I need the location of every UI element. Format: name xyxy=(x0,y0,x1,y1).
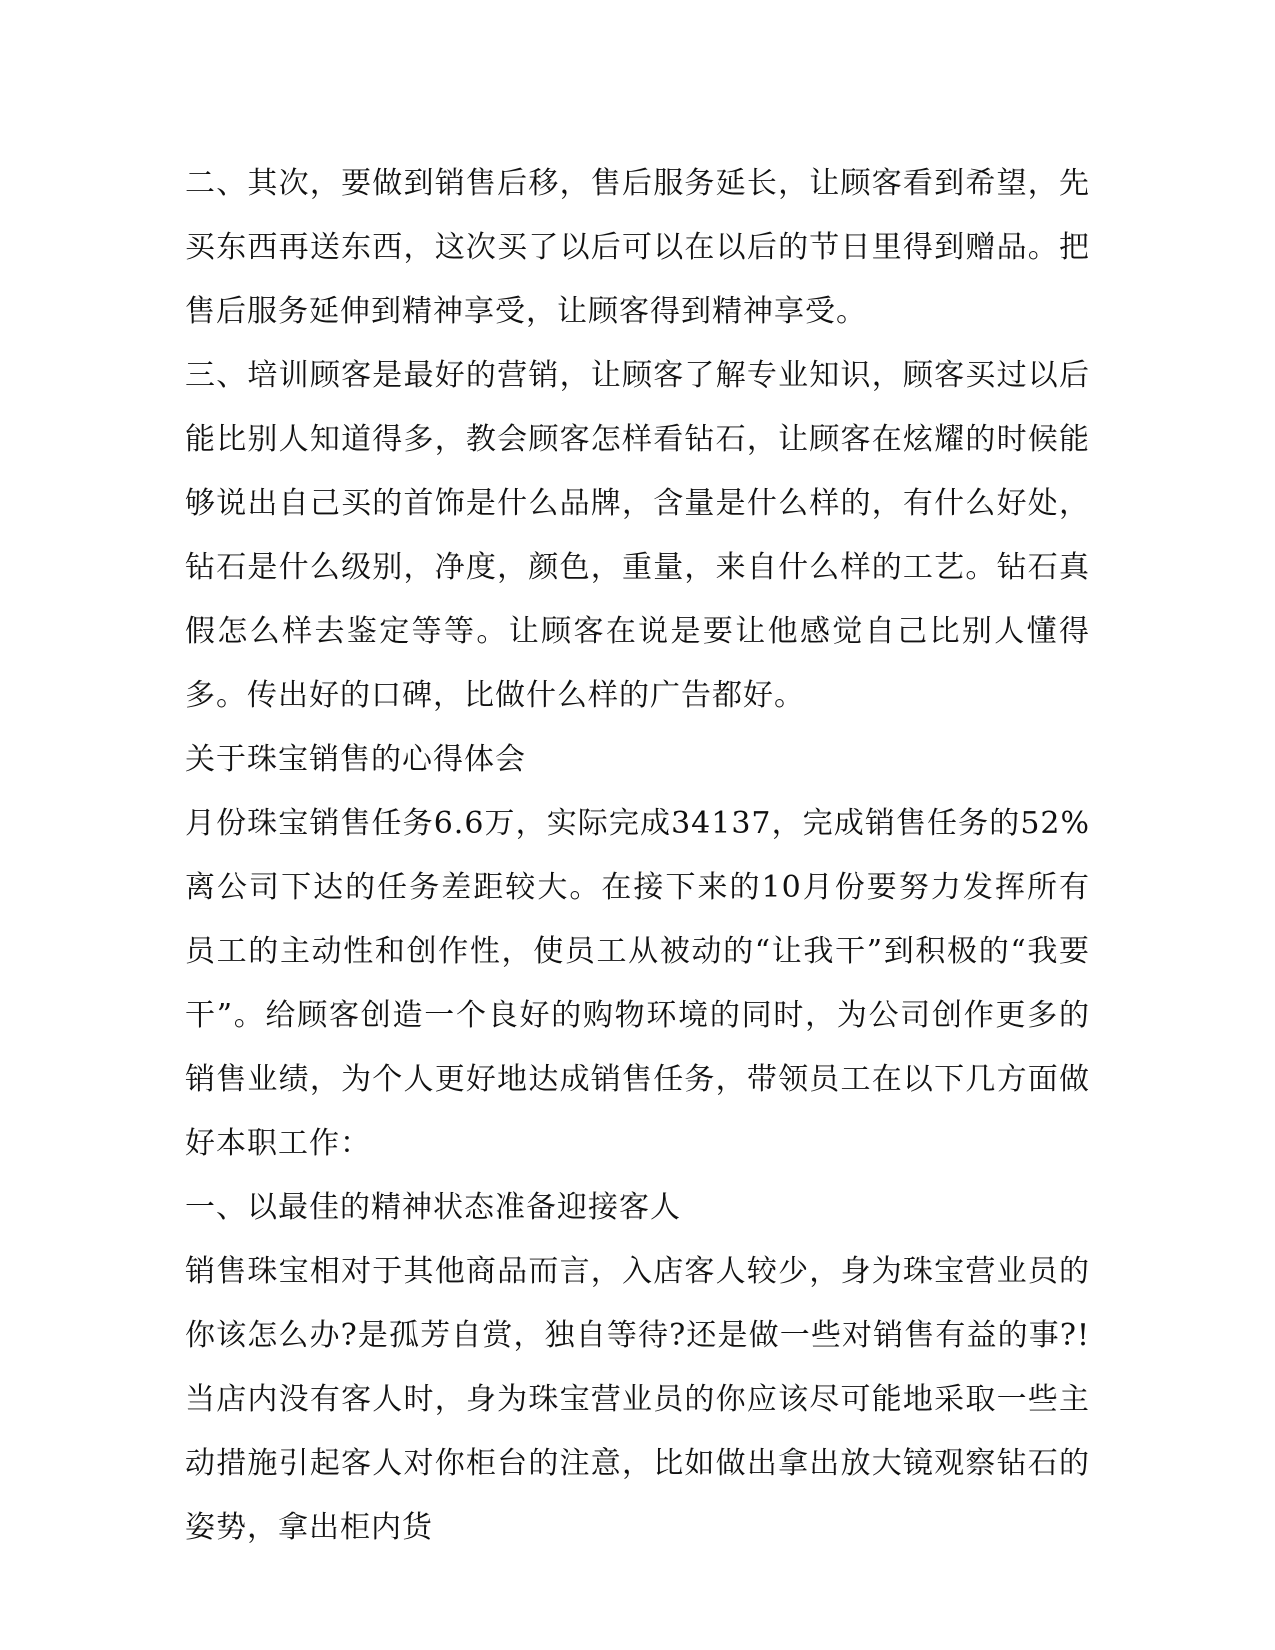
paragraph-greeting-customers: 销售珠宝相对于其他商品而言，入店客人较少，身为珠宝营业员的你该怎么办?是孤芳自赏，独自等待?还是做一些对销售有益的事?!当店内没有客人时，身为珠宝营业员的你应该尽可能地采取一些主动措施引起客人对你柜台的注意，比如做出拿出放大镜观察钻石的姿势，拿出柜内货 xyxy=(185,1254,1090,1545)
section-title-jewelry-sales-experience: 关于珠宝销售的心得体会 xyxy=(185,742,526,777)
document-body xyxy=(185,152,1090,1560)
subheading-best-spirit: 一、以最佳的精神状态准备迎接客人 xyxy=(185,1190,681,1225)
paragraph-monthly-sales-summary: 月份珠宝销售任务6.6万，实际完成34137，完成销售任务的52%离公司下达的任务差距较大。在接下来的10月份要努力发挥所有员工的主动性和创作性，使员工从被动的“让我干”到积极的“我要干”。给顾客创造一个良好的购物环境的同时，为公司创作更多的销售业绩，为个人更好地达成销售任务，带领员工在以下几方面做好本职工作： xyxy=(185,806,1090,1161)
paragraph-after-sales-service: 二、其次，要做到销售后移，售后服务延长，让顾客看到希望，先买东西再送东西，这次买了以后可以在以后的节日里得到赠品。把售后服务延伸到精神享受，让顾客得到精神享受。 xyxy=(185,166,1090,329)
paragraph-customer-training: 三、培训顾客是最好的营销，让顾客了解专业知识，顾客买过以后能比别人知道得多，教会顾客怎样看钻石，让顾客在炫耀的时候能够说出自己买的首饰是什么品牌，含量是什么样的，有什么好处，钻石是什么级别，净度，颜色，重量，来自什么样的工艺。钻石真假怎么样去鉴定等等。让顾客在说是要让他感觉自己比别人懂得多。传出好的口碑，比做什么样的广告都好。 xyxy=(185,358,1090,713)
